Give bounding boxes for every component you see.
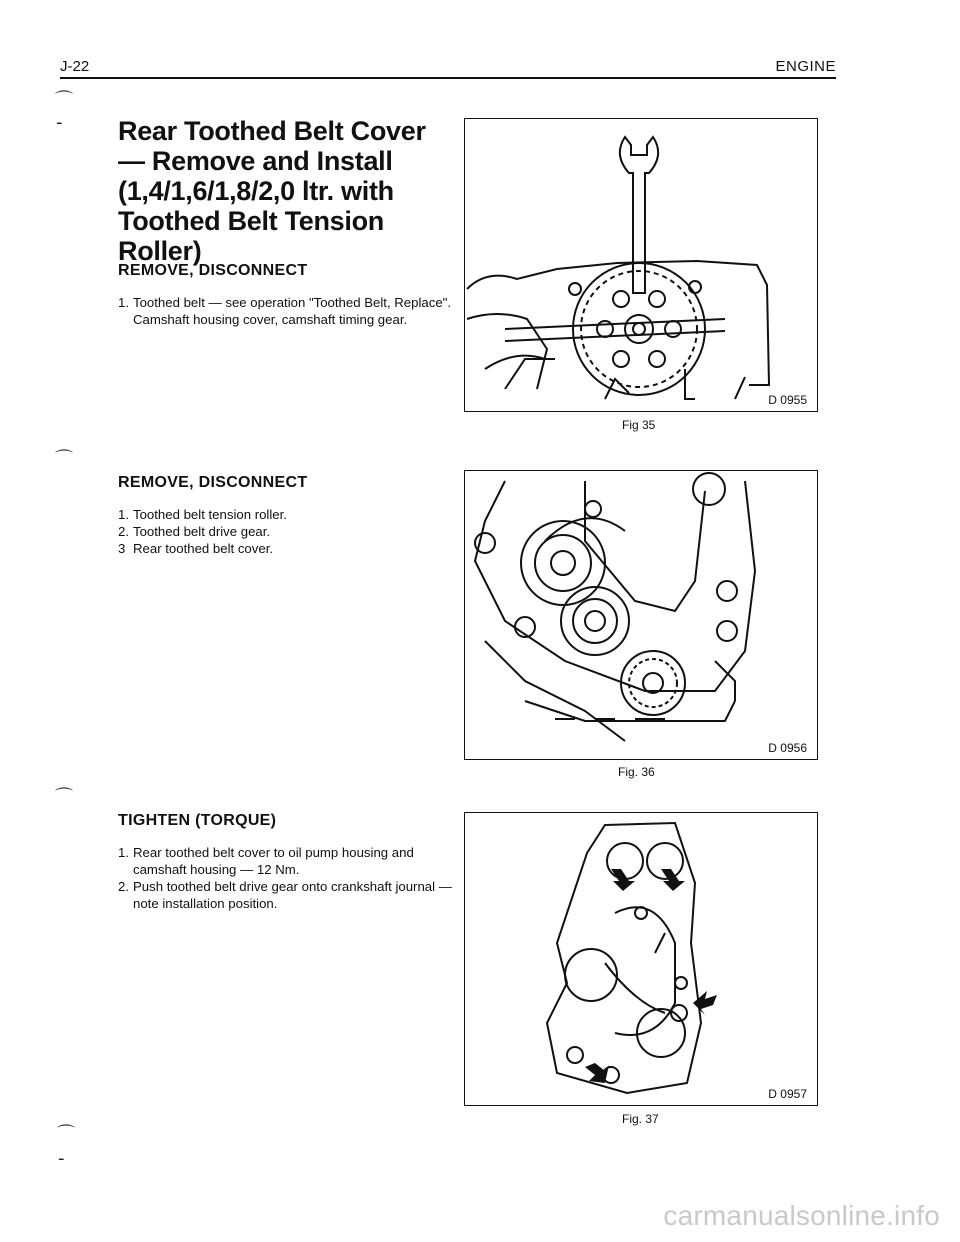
margin-mark: ⌒ bbox=[55, 90, 73, 111]
margin-mark: ⌒ bbox=[55, 449, 73, 470]
rear-belt-cover-fastening-illustration bbox=[465, 813, 817, 1105]
step-text: Toothed belt — see operation "Toothed Belt, Replace". bbox=[133, 295, 452, 310]
section-heading: REMOVE, DISCONNECT bbox=[118, 474, 308, 491]
step-item bbox=[118, 311, 458, 328]
step-item bbox=[118, 506, 458, 523]
margin-mark: - bbox=[58, 1148, 65, 1169]
step-text: Toothed belt drive gear. bbox=[133, 524, 271, 539]
step-list bbox=[118, 294, 458, 328]
step-number: 1. bbox=[118, 295, 129, 310]
figure-35 bbox=[464, 118, 818, 412]
figure-caption: Fig 35 bbox=[622, 418, 656, 432]
section-heading: TIGHTEN (TORQUE) bbox=[118, 812, 277, 829]
step-text: Toothed belt tension roller. bbox=[133, 507, 287, 522]
page-number: J-22 bbox=[60, 58, 90, 75]
section-title: ENGINE bbox=[775, 58, 836, 75]
step-text: Rear toothed belt cover to oil pump housing and camshaft housing — 12 Nm. bbox=[133, 845, 414, 877]
margin-mark: - bbox=[56, 112, 63, 133]
step-list bbox=[118, 506, 458, 557]
figure-code: D 0956 bbox=[768, 741, 807, 755]
procedure-title: Rear Toothed Belt Cover — Remove and Install (1,4/1,6/1,8/2,0 ltr. with Toothed Belt Tension Roller) bbox=[118, 116, 426, 266]
step-number: 2. bbox=[118, 879, 129, 894]
step-item bbox=[118, 294, 458, 311]
margin-mark: ⌒ bbox=[55, 787, 73, 808]
figure-caption: Fig. 36 bbox=[618, 765, 655, 779]
step-text: Camshaft housing cover, camshaft timing gear. bbox=[133, 312, 408, 327]
step-text: Push toothed belt drive gear onto crankshaft journal — note installation position. bbox=[133, 879, 452, 911]
step-number: 1. bbox=[118, 845, 129, 860]
section-heading: REMOVE, DISCONNECT bbox=[118, 262, 308, 279]
step-text: Rear toothed belt cover. bbox=[133, 541, 274, 556]
step-item bbox=[118, 540, 458, 557]
figure-37 bbox=[464, 812, 818, 1106]
figure-caption: Fig. 37 bbox=[622, 1112, 659, 1126]
page-header bbox=[60, 58, 836, 78]
margin-mark: ⌒ bbox=[57, 1124, 75, 1145]
header-rule bbox=[60, 77, 836, 79]
step-list bbox=[118, 844, 458, 912]
camshaft-gear-wrench-illustration bbox=[465, 119, 817, 411]
figure-code: D 0957 bbox=[768, 1087, 807, 1101]
step-number: 3 bbox=[118, 541, 126, 556]
rear-belt-cover-illustration bbox=[465, 471, 817, 759]
step-item bbox=[118, 844, 458, 878]
watermark: carmanualsonline.info bbox=[663, 1200, 940, 1231]
step-number: 1. bbox=[118, 507, 129, 522]
figure-36 bbox=[464, 470, 818, 760]
step-item bbox=[118, 523, 458, 540]
step-number: 2. bbox=[118, 524, 129, 539]
figure-code: D 0955 bbox=[768, 393, 807, 407]
step-item bbox=[118, 878, 458, 912]
